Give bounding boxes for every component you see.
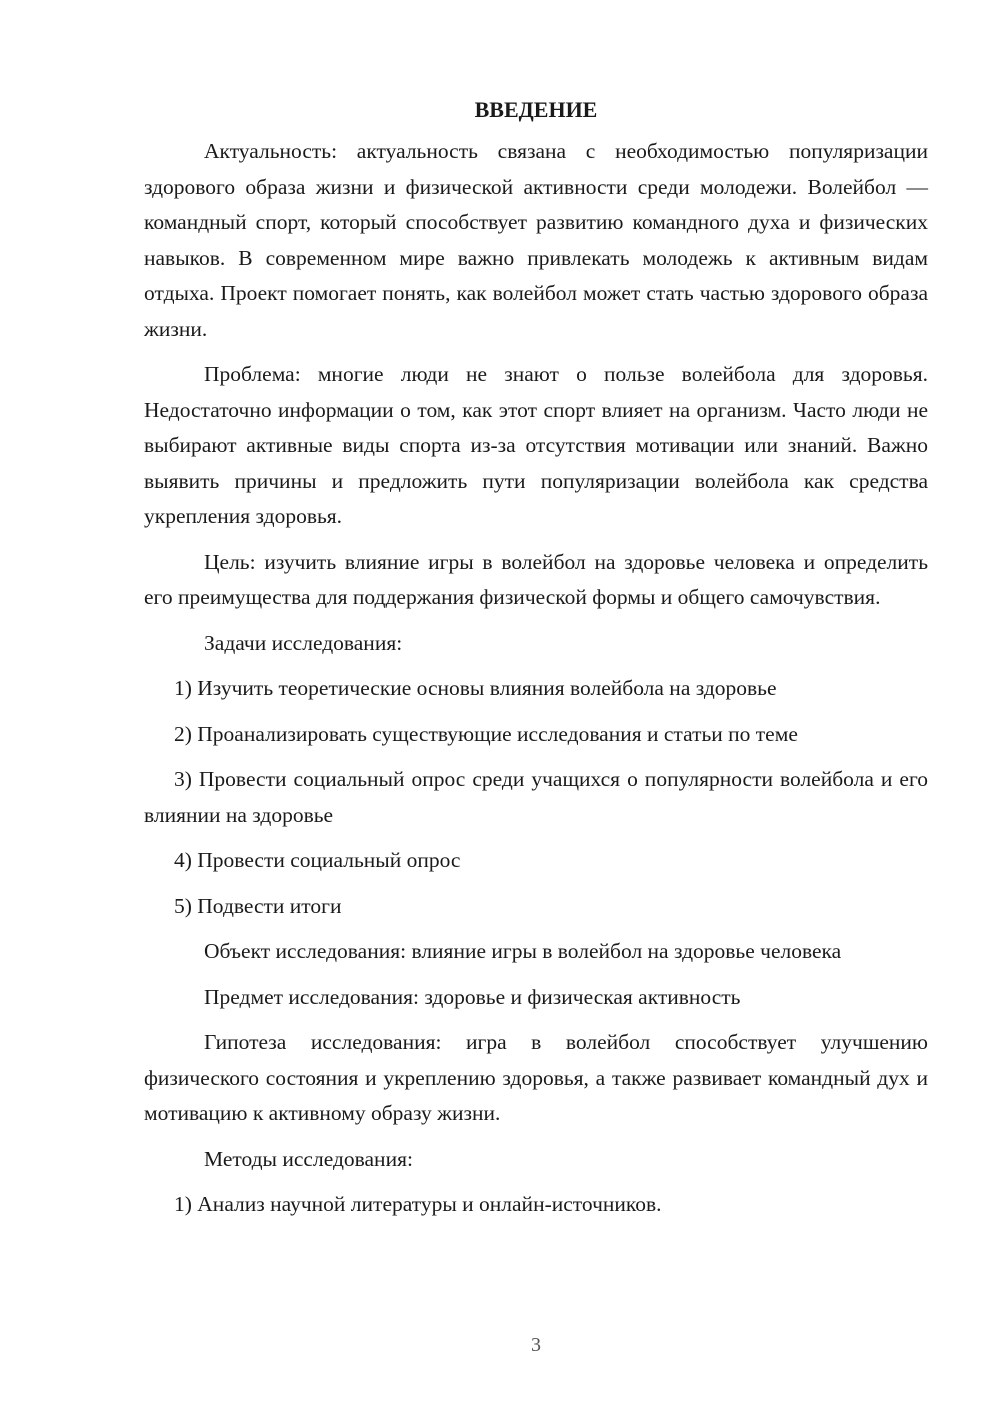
task-item-4: 4) Провести социальный опрос	[174, 848, 461, 872]
task-item-2: 2) Проанализировать существующие исследования и статьи по теме	[174, 721, 798, 746]
task-item-5: 5) Подвести итоги	[174, 893, 342, 918]
goal-paragraph: Цель: изучить влияние игры в волейбол на здоровье человека и определить его преимущества для поддержания физической формы и общего самочувствия.	[144, 549, 928, 609]
subject-paragraph: Предмет исследования: здоровье и физическая активность	[204, 984, 741, 1009]
task-item-3: 3) Провести социальный опрос среди учащихся о популярности волейбола и его влиянии на здоровье	[144, 767, 928, 827]
hypothesis-paragraph: Гипотеза исследования: игра в волейбол способствует улучшению физического состояния и укреплению здоровья, а также развивает командный дух и мотивацию к активному образу жизни.	[144, 1030, 928, 1125]
method-item-1: 1) Анализ научной литературы и онлайн-источников.	[174, 1192, 662, 1216]
page-title: ВВЕДЕНИЕ	[474, 97, 598, 122]
tasks-heading: Задачи исследования:	[204, 630, 403, 655]
object-paragraph: Объект исследования: влияние игры в волейбол на здоровье человека	[204, 939, 842, 963]
methods-heading: Методы исследования:	[204, 1146, 413, 1171]
problem-paragraph: Проблема: многие люди не знают о пользе волейбола для здоровья. Недостаточно информации о том, как этот спорт влияет на организм. Часто люди не выбирают активные виды спорта из-за отсутствия мотивации или знаний. Важно выявить причины и предложить пути популяризации волейбола как средства укрепления здоровья.	[144, 362, 928, 528]
relevance-paragraph: Актуальность: актуальность связана с необходимостью популяризации здорового образа жизни и физической активности среди молодежи. Волейбол — командный спорт, который способствует развитию командного духа и физических навыков. В современном мире важно привлекать молодежь к активным видам отдыха. Проект помогает понять, как волейбол может стать частью здорового образа жизни.	[144, 139, 928, 341]
page-number: 3	[531, 1334, 541, 1356]
task-item-1: 1) Изучить теоретические основы влияния волейбола на здоровье	[174, 676, 777, 700]
document-page	[144, 92, 928, 1223]
